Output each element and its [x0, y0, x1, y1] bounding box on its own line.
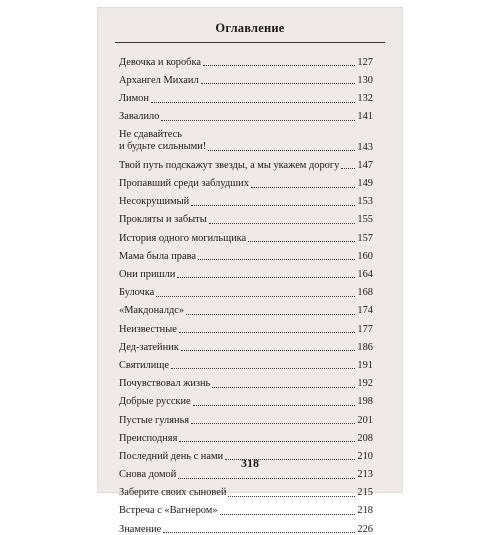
toc-entry-title: Прокляты и забыты [119, 214, 207, 226]
toc-entry [119, 244, 373, 262]
dot-leader [212, 387, 355, 388]
toc-entry [119, 105, 373, 123]
toc-entry [119, 481, 373, 499]
toc-entry-page: 201 [357, 414, 373, 426]
toc-entry-title: Почувствовал жизнь [119, 378, 211, 390]
toc-entry-title: Архангел Михаил [119, 74, 199, 86]
toc-entry [119, 408, 373, 426]
dot-leader [178, 478, 355, 479]
dot-leader [177, 277, 355, 278]
toc-entry-page: 177 [357, 323, 373, 335]
dot-leader [163, 532, 355, 533]
toc-entry [119, 171, 373, 189]
toc-entry-page: 218 [357, 505, 373, 517]
toc-entry-page: 160 [357, 250, 373, 262]
toc-entry-page: 164 [357, 269, 373, 281]
toc-entry-page: 149 [357, 178, 373, 190]
toc-entry [119, 262, 373, 280]
toc-entry-page: 157 [357, 232, 373, 244]
toc-entry [119, 153, 373, 171]
toc-entry-title: Несокрушимый [119, 196, 190, 208]
dot-leader [179, 441, 355, 442]
toc-entry-page: 141 [357, 111, 373, 123]
dot-leader [251, 187, 355, 188]
toc-entry-page: 153 [357, 196, 373, 208]
toc-entry-title: Пустые гулянья [119, 414, 190, 426]
dot-leader [171, 368, 355, 369]
page-number: 318 [241, 456, 259, 470]
toc-entry [119, 353, 373, 371]
toc-entry-page: 226 [357, 523, 373, 535]
toc-entry-page: 186 [357, 341, 373, 353]
toc-entry-title: Знамение [119, 523, 162, 535]
dot-leader [161, 120, 355, 121]
dot-leader [179, 332, 356, 333]
toc-entry-title: Дед-затейник [119, 341, 179, 353]
dot-leader [186, 314, 355, 315]
toc-entry [119, 123, 373, 153]
dot-leader [203, 65, 355, 66]
toc-entry [119, 335, 373, 353]
toc-entry-title-line2: и будьте сильными! [119, 140, 207, 152]
toc-entry-page: 132 [357, 93, 373, 105]
toc-entry-page: 147 [357, 159, 373, 171]
dot-leader [209, 223, 356, 224]
toc-entry-page: 198 [357, 396, 373, 408]
dot-leader [201, 83, 356, 84]
toc-entry-title: Булочка [119, 287, 155, 299]
toc-entry [119, 426, 373, 444]
toc-entry-page: 215 [357, 487, 373, 499]
toc-entry-title: Добрые русские [119, 396, 191, 408]
toc-entry-title: Неизвестные [119, 323, 177, 335]
toc-entry-page: 174 [357, 305, 373, 317]
toc-entry-page: 191 [357, 359, 373, 371]
toc-entry-title: «Макдоналдс» [119, 305, 185, 317]
toc-entry-page: 127 [357, 56, 373, 68]
toc-entry-page: 143 [357, 141, 373, 153]
dot-leader [193, 405, 356, 406]
toc-entry-page: 155 [357, 214, 373, 226]
toc-entry-title: Девочка и коробка [119, 56, 201, 68]
dot-leader [341, 168, 355, 169]
toc-entry [119, 317, 373, 335]
toc-entry [119, 499, 373, 517]
toc-entry-title: Снова домой [119, 469, 177, 481]
toc-entry-title: Твой путь подскажут звезды, а мы укажем дорогу [119, 159, 340, 171]
toc-entry [119, 371, 373, 389]
page-title: Оглавление [215, 21, 285, 35]
dot-leader [228, 496, 355, 497]
toc-entry [119, 517, 373, 535]
dot-leader [156, 296, 355, 297]
toc-entry [119, 390, 373, 408]
toc-entry-title: Преисподняя [119, 432, 178, 444]
toc-entry [119, 280, 373, 298]
toc-entry-title: Завалило [119, 111, 160, 123]
toc-entry [119, 68, 373, 86]
dot-leader [248, 241, 355, 242]
toc-entry [119, 299, 373, 317]
toc-entry [119, 190, 373, 208]
toc-entry-page: 192 [357, 378, 373, 390]
toc-entry [119, 86, 373, 104]
dot-leader [191, 423, 355, 424]
toc-entry-title: Последний день с нами [119, 450, 224, 462]
toc-entry-page: 213 [357, 469, 373, 481]
toc-entry-title [119, 129, 206, 153]
dot-leader [208, 150, 355, 151]
title-rule [115, 42, 385, 43]
dot-leader [220, 514, 356, 515]
toc-entry-title: История одного могильщика [119, 232, 247, 244]
toc-entry-page: 210 [357, 450, 373, 462]
dot-leader [198, 259, 355, 260]
dot-leader [191, 205, 355, 206]
toc-entry [119, 226, 373, 244]
toc-entry [119, 50, 373, 68]
toc-entry-title: Мама была права [119, 250, 196, 262]
toc-entry-title: Лимон [119, 93, 149, 105]
toc-entry-title: Пропавший среди заблудших [119, 178, 249, 190]
toc-entry-title: Они пришли [119, 269, 176, 281]
toc-entry-title: Святилище [119, 359, 169, 371]
toc-entry-title: Заберите своих сыновей [119, 487, 227, 499]
dot-leader [181, 350, 356, 351]
toc-entry-title: Встреча с «Вагнером» [119, 505, 218, 517]
dot-leader [151, 102, 355, 103]
toc-entry-page: 168 [357, 287, 373, 299]
toc-entry-title-line1: Не сдавайтесь [119, 128, 182, 140]
toc-entry [119, 208, 373, 226]
toc-entry-page: 208 [357, 432, 373, 444]
toc-entry-page: 130 [357, 74, 373, 86]
book-page [97, 7, 403, 535]
